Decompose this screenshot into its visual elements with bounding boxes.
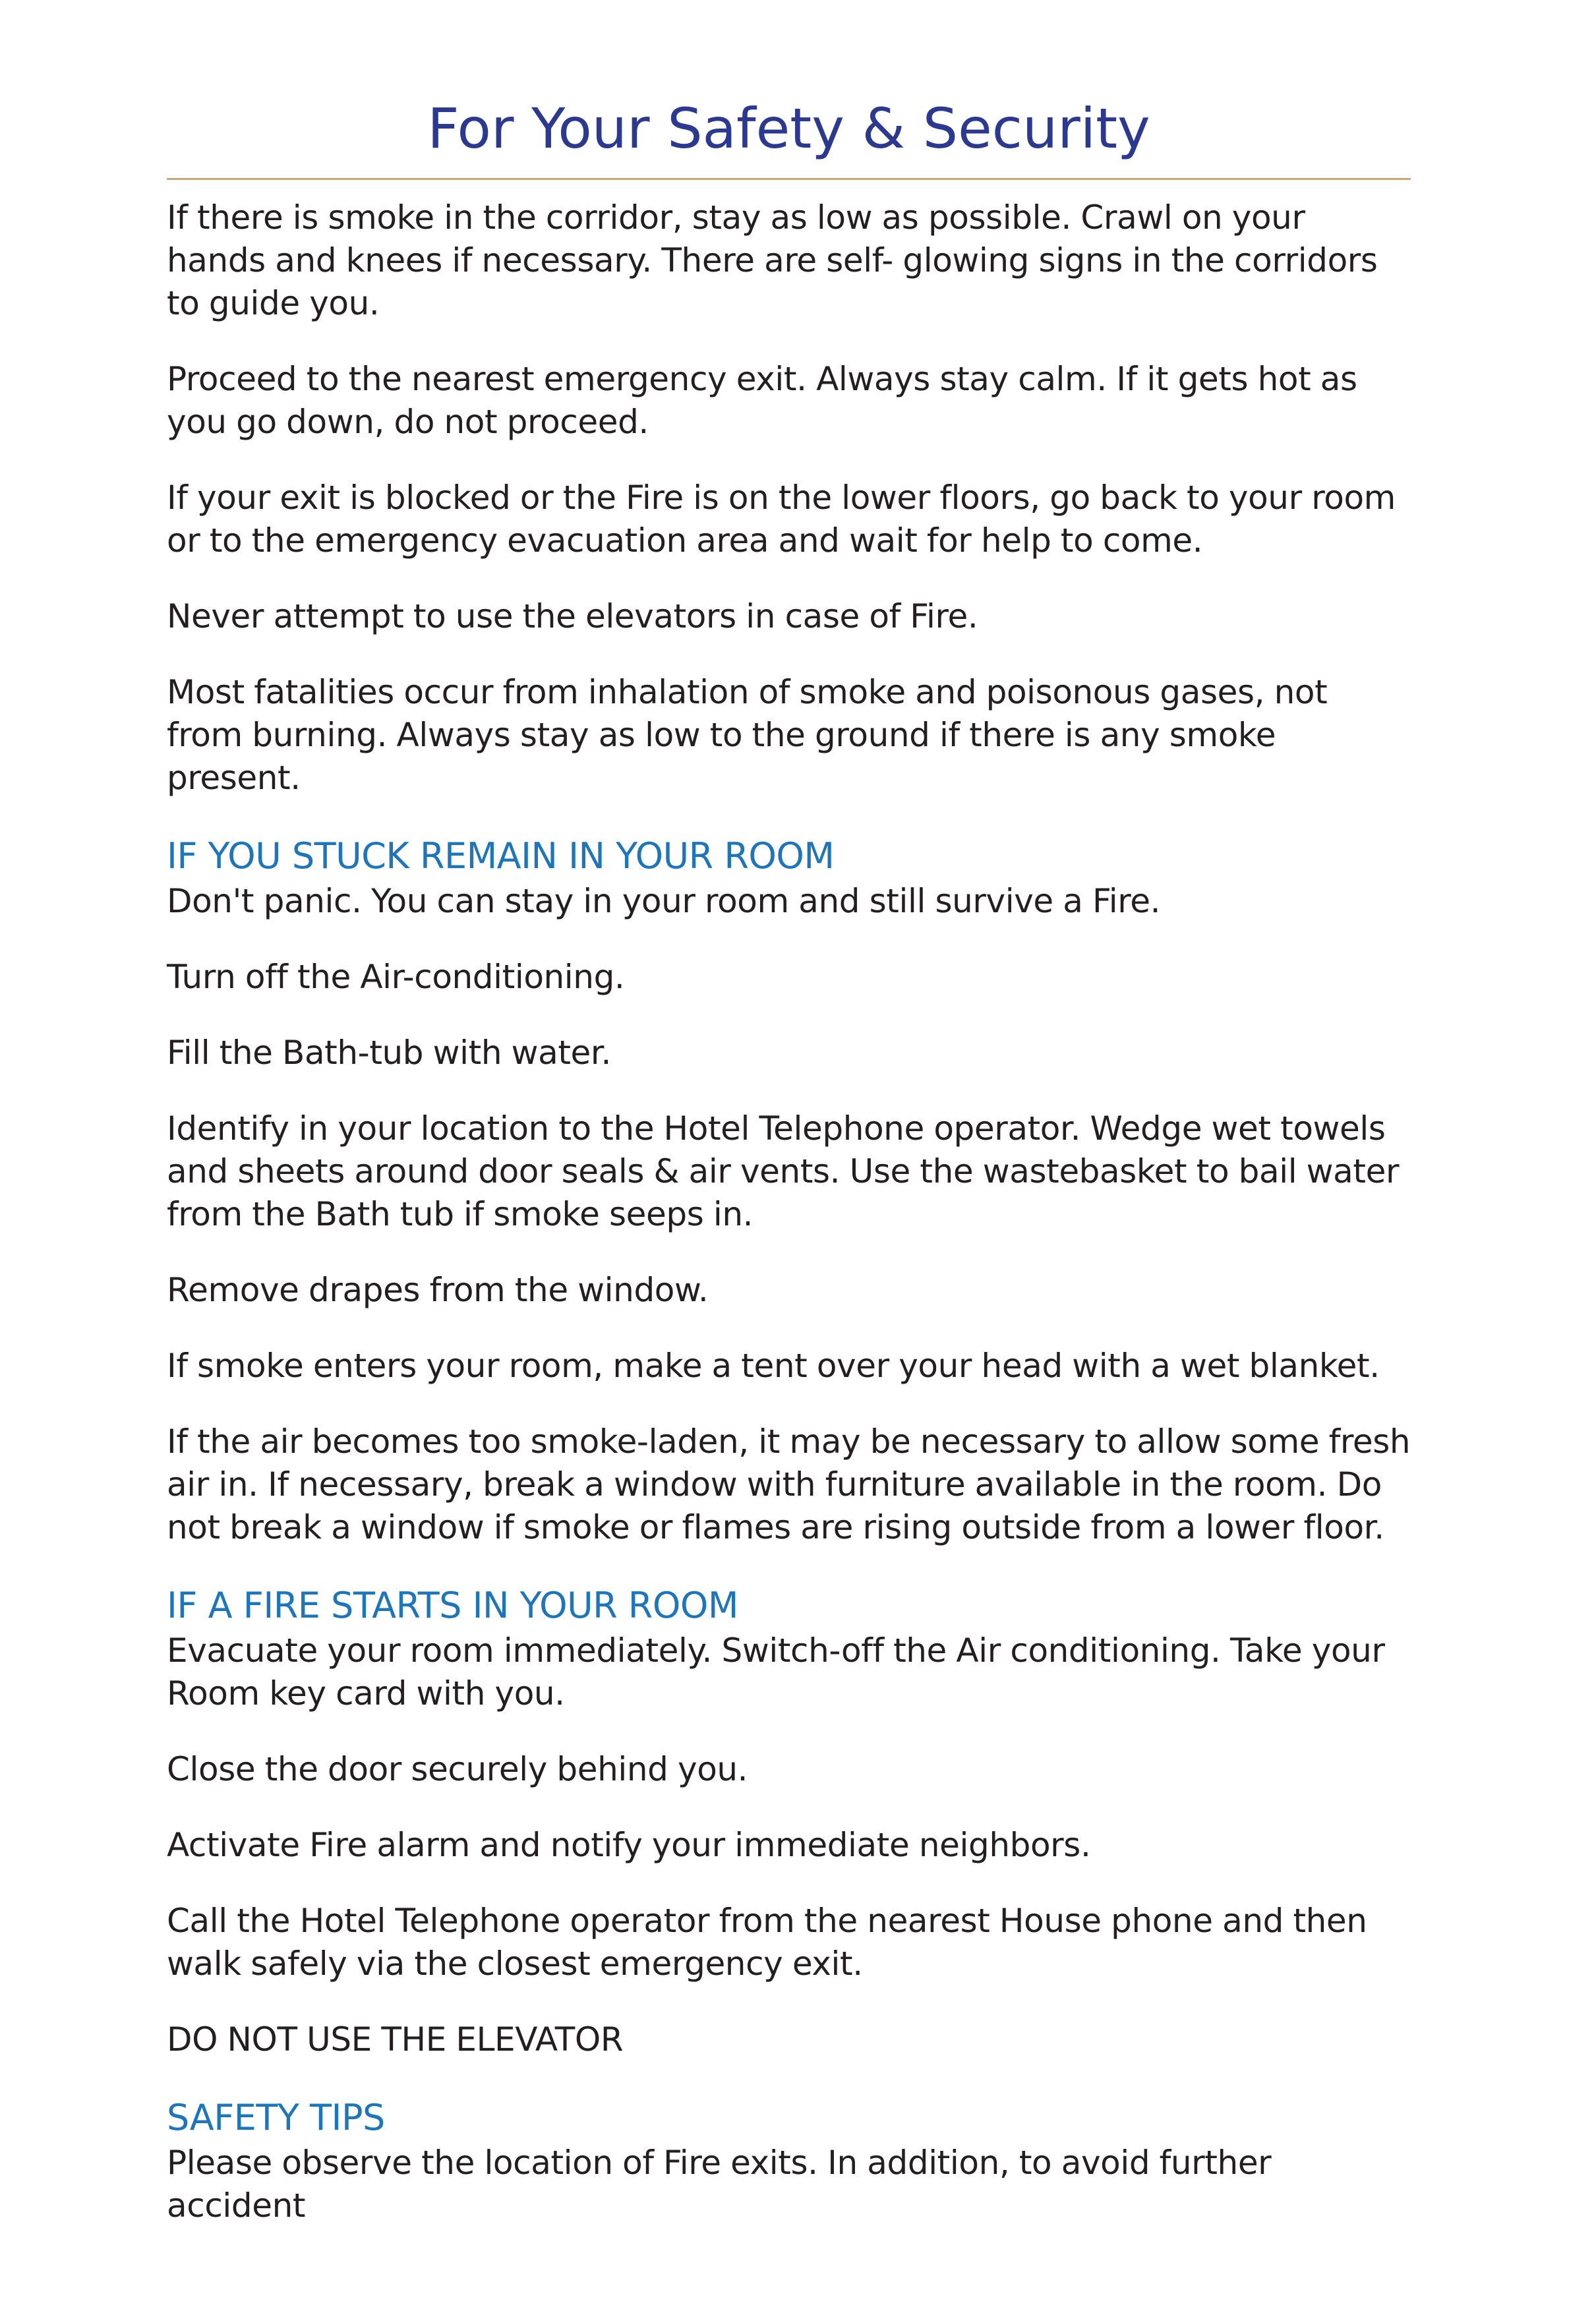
stuck-paragraph-4: Identify in your location to the Hotel Telephone operator. Wedge wet towels and sheets around door seals & air vents. Use the wastebasket to bail water from the Bath tub if smoke seeps in. <box>167 1109 1400 1233</box>
fire-paragraph-5: DO NOT USE THE ELEVATOR <box>167 2020 624 2059</box>
fire-paragraph-2: Close the door securely behind you. <box>167 1750 748 1788</box>
fire-paragraph-3: Activate Fire alarm and notify your immediate neighbors. <box>167 1826 1091 1864</box>
intro-section <box>167 196 1411 800</box>
intro-paragraph-1: If there is smoke in the corridor, stay as low as possible. Crawl on your hands and knees if necessary. There are self- glowing signs in the corridors to guide you. <box>167 198 1378 322</box>
section-heading-fire: IF A FIRE STARTS IN YOUR ROOM <box>167 1585 738 1626</box>
safety-tips-section <box>167 2094 1411 2227</box>
stuck-paragraph-2: Turn off the Air-conditioning. <box>167 958 625 996</box>
intro-paragraph-3: If your exit is blocked or the Fire is on the lower floors, go back to your room or to the emergency evacuation area and wait for help to come. <box>167 479 1396 560</box>
stuck-paragraph-1: Don't panic. You can stay in your room and still survive a Fire. <box>167 882 1161 920</box>
fire-in-room-section <box>167 1582 1411 2061</box>
intro-paragraph-2: Proceed to the nearest emergency exit. Always stay calm. If it gets hot as you go down, do not proceed. <box>167 360 1357 441</box>
stuck-paragraph-6: If smoke enters your room, make a tent over your head with a wet blanket. <box>167 1347 1380 1385</box>
stuck-paragraph-3: Fill the Bath-tub with water. <box>167 1034 611 1072</box>
fire-paragraph-1: Evacuate your room immediately. Switch-off the Air conditioning. Take your Room key card with you. <box>167 1631 1385 1713</box>
intro-paragraph-5: Most fatalities occur from inhalation of smoke and poisonous gases, not from burning. Always stay as low to the ground if there is any smoke present. <box>167 673 1328 797</box>
stuck-in-room-section <box>167 833 1411 1549</box>
section-heading-tips: SAFETY TIPS <box>167 2097 385 2138</box>
section-heading-stuck: IF YOU STUCK REMAIN IN YOUR ROOM <box>167 835 835 877</box>
stuck-paragraph-5: Remove drapes from the window. <box>167 1271 709 1309</box>
document-body <box>167 196 1411 2227</box>
tips-paragraph-1: Please observe the location of Fire exits. In addition, to avoid further accident <box>167 2144 1272 2225</box>
title-divider <box>167 178 1411 180</box>
page-title: For Your Safety & Security <box>427 96 1150 161</box>
intro-paragraph-4: Never attempt to use the elevators in case of Fire. <box>167 597 978 635</box>
fire-paragraph-4: Call the Hotel Telephone operator from the nearest House phone and then walk safely via the closest emergency exit. <box>167 1902 1367 1983</box>
stuck-paragraph-7: If the air becomes too smoke-laden, it may be necessary to allow some fresh air in. If necessary, break a window with furniture available in the room. Do not break a window if smoke or flames are rising outside from a lower floor. <box>167 1422 1411 1546</box>
